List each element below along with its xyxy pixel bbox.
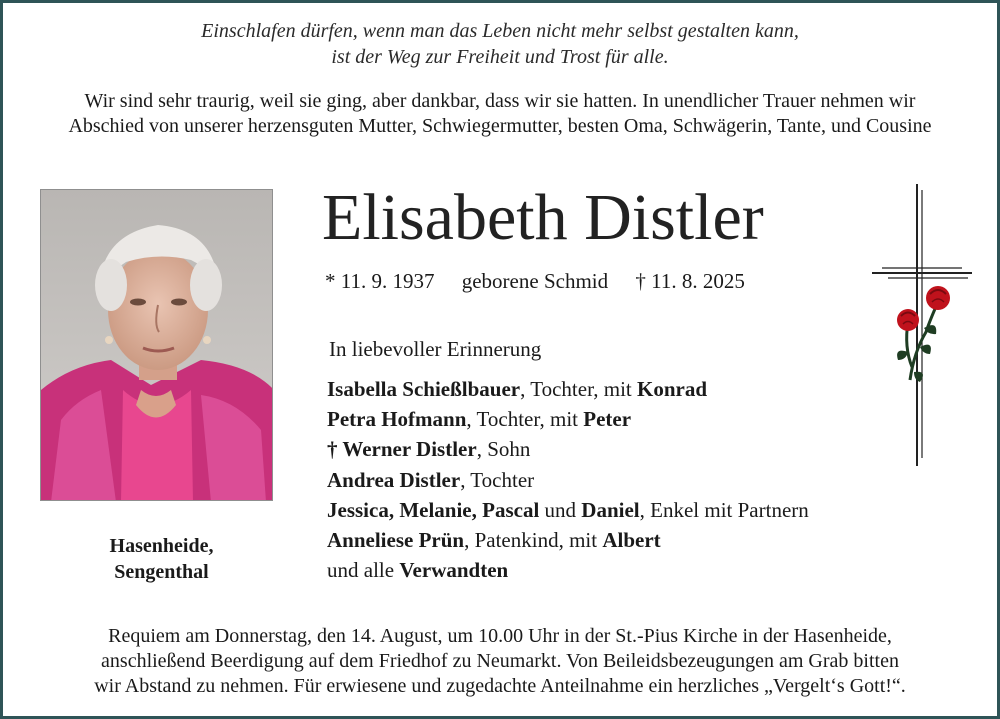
life-dates: [325, 268, 745, 294]
mourner-line: [327, 434, 809, 464]
mourner-relation: , Patenkind, mit: [464, 528, 603, 553]
location: [40, 533, 283, 585]
mourner-line: [327, 525, 809, 555]
mourner-line: [327, 495, 809, 525]
closing-line-1: Requiem am Donnerstag, den 14. August, um 10.00 Uhr in der St.-Pius Kirche in der Hasenheide,: [108, 625, 892, 647]
mourner-relation: und: [539, 497, 582, 522]
mourner-name: Isabella Schießlbauer: [327, 377, 521, 401]
birth-date: * 11. 9. 1937: [325, 269, 435, 293]
mourner-line: [327, 465, 809, 495]
mourner-relation: , Tochter, mit: [466, 407, 584, 432]
mourner-name: Konrad: [637, 377, 708, 401]
mourners-list: [327, 374, 809, 585]
portrait-photo: [40, 189, 273, 501]
intro-line-2: Abschied von unserer herzensguten Mutter, Schwiegermutter, besten Oma, Schwägerin, Tante, und Cousine: [68, 115, 932, 137]
mourner-name: Verwandten: [399, 558, 509, 583]
mourner-line: [327, 374, 809, 404]
mourner-name: Jessica, Melanie, Pascal: [327, 497, 540, 522]
closing-line-3: wir Abstand zu nehmen. Für erwiesene und zugedachte Anteilnahme ein herzliches „Vergelt‘s Gott!“.: [94, 675, 906, 697]
cross-with-roses-icon: [868, 182, 974, 468]
mourner-name: Daniel: [581, 497, 640, 522]
intro-text: [0, 89, 1000, 139]
maiden-name: geborene Schmid: [461, 269, 609, 293]
mourner-relation: , Tochter: [460, 467, 535, 492]
mourner-name: Peter: [583, 407, 632, 432]
mourner-name: † Werner Distler: [327, 437, 477, 462]
death-date: † 11. 8. 2025: [635, 269, 745, 293]
location-line-1: Hasenheide,: [109, 535, 214, 557]
quote-line-1: Einschlafen dürfen, wenn man das Leben nicht mehr selbst gestalten kann,: [201, 20, 799, 42]
intro-line-1: Wir sind sehr traurig, weil sie ging, aber dankbar, dass wir sie hatten. In unendlicher Trauer nehmen wir: [84, 90, 916, 112]
mourner-relation: , Enkel mit Partnern: [639, 497, 809, 522]
mourner-name: Andrea Distler: [327, 467, 461, 492]
memorial-heading: In liebevoller Erinnerung: [329, 337, 542, 361]
deceased-name: Elisabeth Distler: [322, 181, 764, 254]
mourner-relation: , Sohn: [476, 437, 531, 462]
mourner-line: [327, 404, 809, 434]
mourner-name: Petra Hofmann: [327, 407, 467, 432]
closing-text: [0, 624, 1000, 699]
mourner-line: [327, 555, 809, 585]
mourner-relation: , Tochter, mit: [520, 377, 637, 401]
mourner-name: Albert: [602, 528, 661, 553]
quote-line-2: ist der Weg zur Freiheit und Trost für alle.: [331, 46, 669, 68]
mourner-relation: und alle: [327, 558, 400, 583]
mourner-name: Anneliese Prün: [327, 528, 465, 553]
quote: [0, 18, 1000, 70]
location-line-2: Sengenthal: [114, 561, 209, 583]
closing-line-2: anschließend Beerdigung auf dem Friedhof zu Neumarkt. Von Beileidsbezeugungen am Grab bitten: [101, 650, 899, 672]
